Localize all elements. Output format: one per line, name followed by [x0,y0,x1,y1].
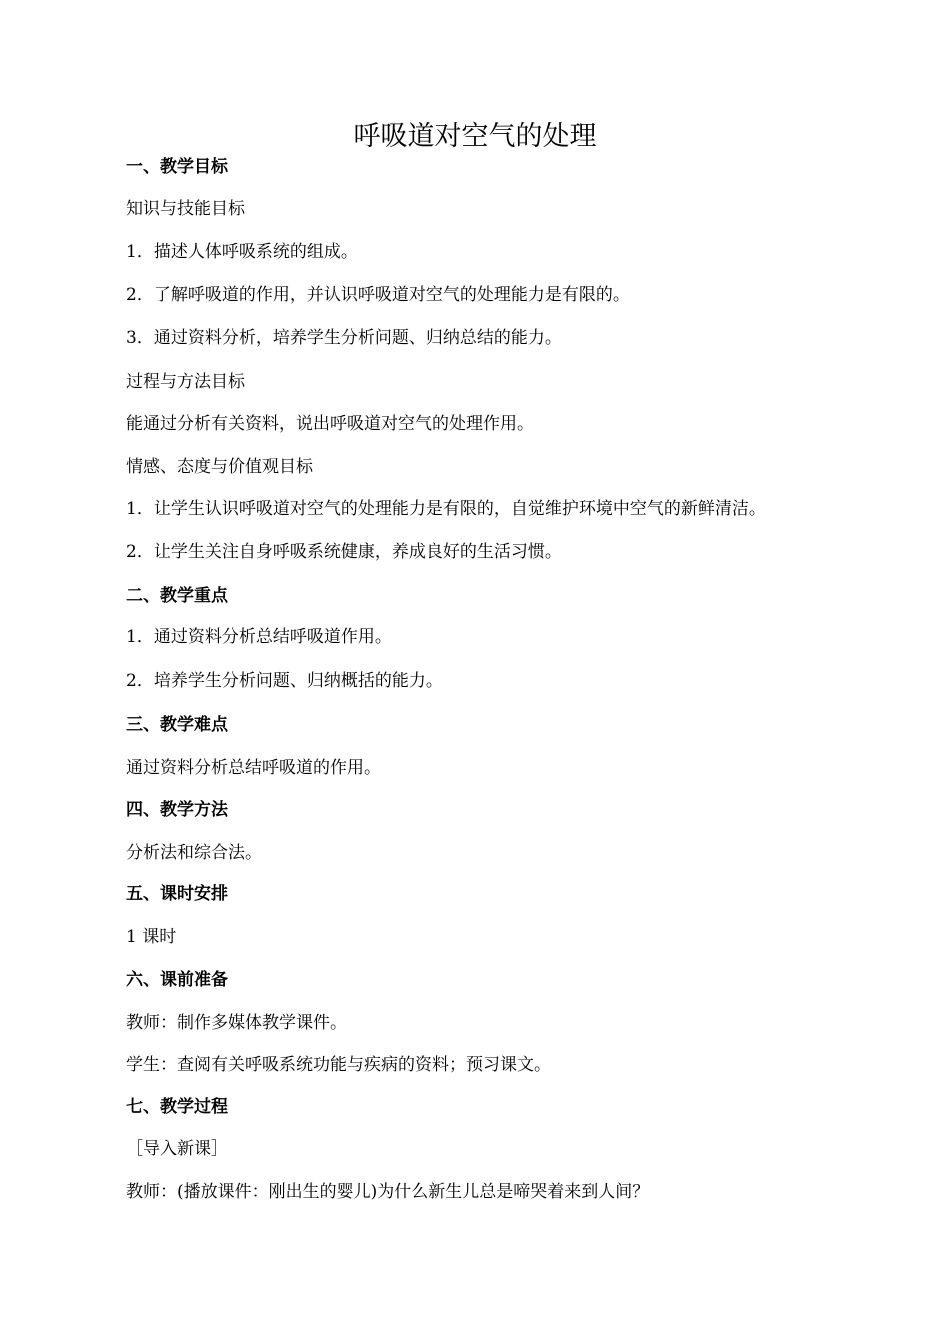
subheading-knowledge-skills: 知识与技能目标 [126,199,245,219]
paragraph: 2．了解呼吸道的作用，并认识呼吸道对空气的处理能力是有限的。 [126,285,630,305]
paragraph: 通过资料分析总结呼吸道的作用。 [126,758,381,778]
paragraph: 教师：制作多媒体教学课件。 [126,1013,347,1033]
subheading-process-method: 过程与方法目标 [126,372,245,392]
paragraph: ［导入新课］ [126,1139,228,1159]
section-heading-key-points: 二、教学重点 [126,586,228,606]
section-heading-schedule: 五、课时安排 [126,884,228,904]
paragraph: 1．通过资料分析总结呼吸道作用。 [126,627,392,647]
paragraph: 学生：查阅有关呼吸系统功能与疾病的资料；预习课文。 [126,1055,551,1075]
paragraph: 教师：(播放课件：刚出生的婴儿)为什么新生儿总是啼哭着来到人间？ [126,1182,650,1202]
paragraph: 分析法和综合法。 [126,843,262,863]
section-heading-preparation: 六、课前准备 [126,970,228,990]
section-heading-objectives: 一、教学目标 [126,157,228,177]
paragraph: 1．让学生认识呼吸道对空气的处理能力是有限的，自觉维护环境中空气的新鲜清洁。 [126,499,766,519]
subheading-attitude-values: 情感、态度与价值观目标 [126,457,313,477]
document-title: 呼吸道对空气的处理 [353,121,597,152]
section-heading-methods: 四、教学方法 [126,800,228,820]
paragraph: 3．通过资料分析，培养学生分析问题、归纳总结的能力。 [126,328,562,348]
paragraph: 2．培养学生分析问题、归纳概括的能力。 [126,671,443,691]
paragraph: 1．描述人体呼吸系统的组成。 [126,242,358,262]
paragraph: 2．让学生关注自身呼吸系统健康，养成良好的生活习惯。 [126,542,562,562]
paragraph: 1 课时 [126,927,177,947]
section-heading-process: 七、教学过程 [126,1097,228,1117]
section-heading-difficulties: 三、教学难点 [126,715,228,735]
paragraph: 能通过分析有关资料，说出呼吸道对空气的处理作用。 [126,414,534,434]
